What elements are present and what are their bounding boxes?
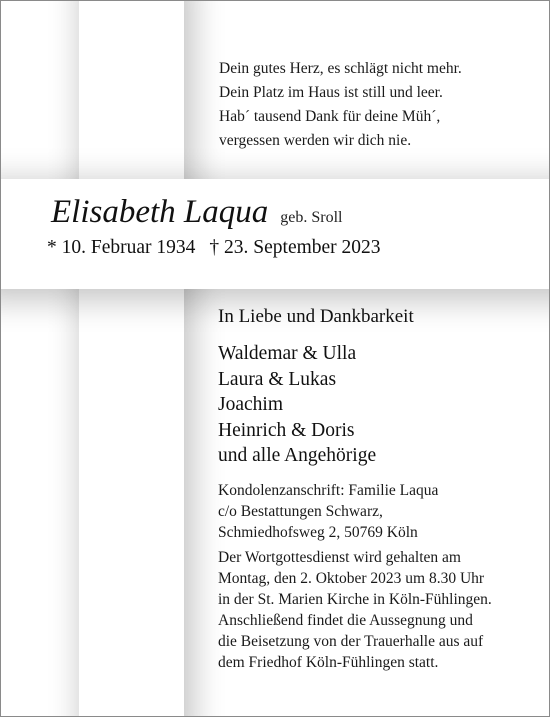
service-line: in der St. Marien Kirche in Köln-Fühlingen. bbox=[218, 591, 492, 608]
service-line: dem Friedhof Köln-Fühlingen statt. bbox=[218, 654, 439, 671]
poem-line: Hab´ tausend Dank für deine Müh´, bbox=[219, 108, 441, 125]
service-line: die Beisetzung von der Trauerhalle aus auf bbox=[218, 633, 484, 650]
maiden-name: geb. Sroll bbox=[280, 209, 343, 226]
mourner-entry: Laura & Lukas bbox=[218, 368, 337, 390]
address-line: Schmiedhofsweg 2, 50769 Köln bbox=[218, 524, 418, 541]
mourner-entry: und alle Angehörige bbox=[218, 445, 377, 466]
poem-line: vergessen werden wir dich nie. bbox=[219, 132, 412, 149]
mourners-intro: In Liebe und Dankbarkeit bbox=[218, 306, 414, 327]
address-line: c/o Bestattungen Schwarz, bbox=[218, 503, 383, 520]
mourner-entry: Waldemar & Ulla bbox=[218, 343, 357, 364]
obituary-content bbox=[1, 1, 549, 716]
service-line: Anschließend findet die Aussegnung und bbox=[218, 612, 473, 629]
service-line: Montag, den 2. Oktober 2023 um 8.30 Uhr bbox=[218, 570, 485, 587]
birth-date: * 10. Februar 1934 bbox=[47, 237, 196, 258]
poem-line: Dein gutes Herz, es schlägt nicht mehr. bbox=[219, 60, 462, 77]
poem-line: Dein Platz im Haus ist still und leer. bbox=[219, 84, 443, 101]
mourner-entry: Joachim bbox=[218, 394, 283, 415]
address-line: Kondolenzanschrift: Familie Laqua bbox=[218, 482, 439, 499]
deceased-name-line bbox=[51, 194, 342, 231]
mourner-entry: Heinrich & Doris bbox=[218, 419, 355, 441]
deceased-name: Elisabeth Laqua bbox=[51, 194, 269, 230]
mourners-list bbox=[218, 341, 376, 469]
service-info bbox=[218, 547, 492, 673]
service-line: Der Wortgottesdienst wird gehalten am bbox=[218, 549, 461, 566]
condolence-address bbox=[218, 480, 438, 543]
life-dates bbox=[47, 237, 381, 259]
death-date: † 23. September 2023 bbox=[209, 237, 381, 258]
poem bbox=[219, 57, 519, 153]
